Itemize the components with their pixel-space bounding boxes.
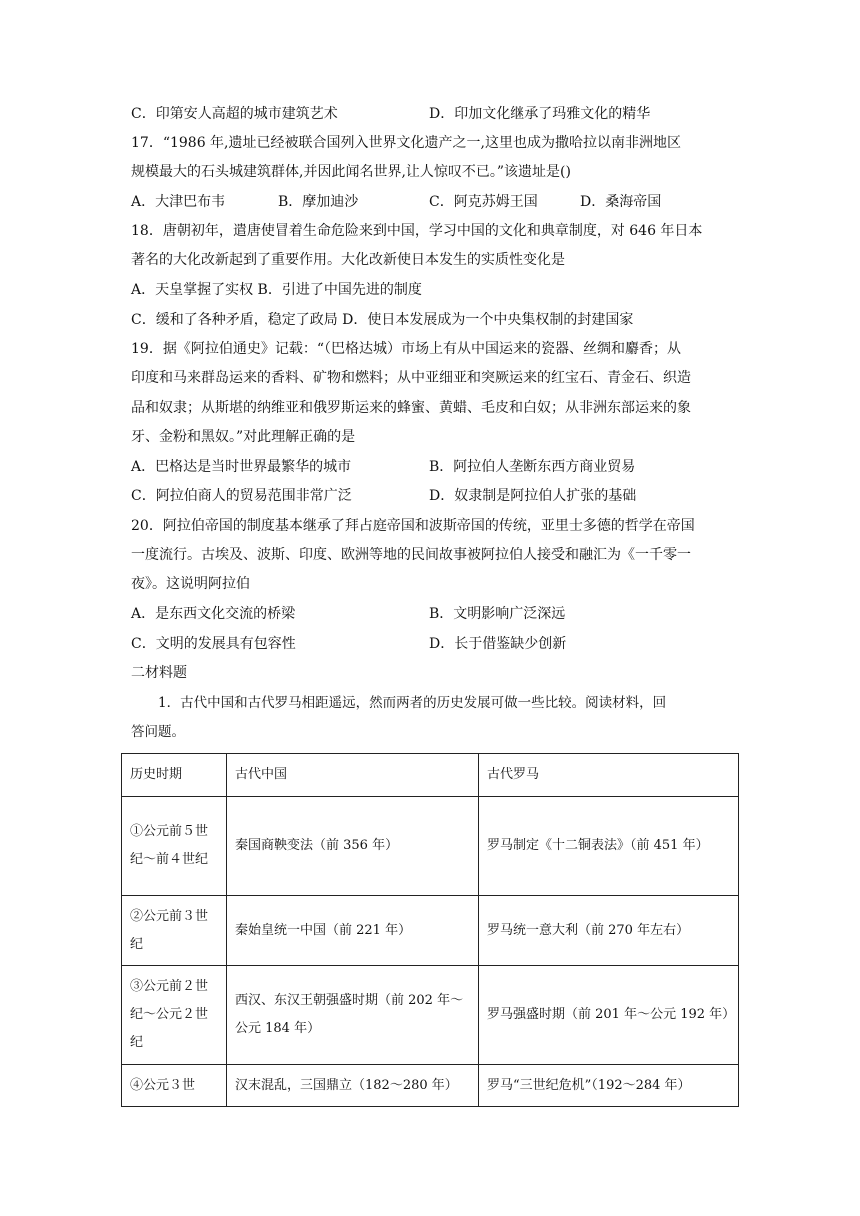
comparison-table: [121, 753, 739, 1107]
q20-stem-line-3: 夜》。这说明阿拉伯: [131, 576, 250, 592]
period-cell: ②公元前３世纪: [122, 896, 227, 966]
q19-option-b: B．阿拉伯人垄断东西方商业贸易: [429, 459, 636, 475]
q17-option-d: D．桑海帝国: [580, 194, 662, 210]
section-title: 二材料题: [131, 665, 187, 681]
table-row: [122, 966, 739, 1065]
q19-stem-line-2: 印度和马来群岛运来的香料、矿物和燃料；从中亚细亚和突厥运来的红宝石、青金石、织造: [131, 370, 691, 386]
period-cell: ④公元３世: [122, 1065, 227, 1107]
q20-option-c: C．文明的发展具有包容性: [131, 636, 296, 652]
header-rome: 古代罗马: [479, 754, 739, 797]
q19-stem-line-1: 19．据《阿拉伯通史》记载：“（巴格达城）市场上有从中国运来的瓷器、丝绸和麝香；从: [131, 341, 681, 357]
table-row: [122, 896, 739, 966]
material-line-1: 1．古代中国和古代罗马相距遥远，然而两者的历史发展可做一些比较。阅读材料，回: [158, 695, 667, 711]
q19-stem-line-4: 牙、金粉和黑奴。”对此理解正确的是: [131, 429, 356, 445]
table-row: [122, 1065, 739, 1107]
q20-stem-line-1: 20．阿拉伯帝国的制度基本继承了拜占庭帝国和波斯帝国的传统，亚里士多德的哲学在帝国: [131, 518, 695, 534]
period-cell: ③公元前２世纪～公元２世纪: [122, 966, 227, 1065]
header-china: 古代中国: [227, 754, 479, 797]
q19-option-d: D．奴隶制是阿拉伯人扩张的基础: [429, 488, 637, 504]
header-period: 历史时期: [122, 754, 227, 797]
rome-cell: 罗马制定《十二铜表法》（前 451 年）: [479, 797, 739, 896]
q19-option-c: C．阿拉伯商人的贸易范围非常广泛: [131, 488, 352, 504]
q18-stem-line-2: 著名的大化改新起到了重要作用。大化改新使日本发生的实质性变化是: [131, 252, 565, 268]
q19-option-a: A．巴格达是当时世界最繁华的城市: [131, 459, 352, 475]
q18-options-line-1: A．天皇掌握了实权 B．引进了中国先进的制度: [131, 282, 422, 298]
china-cell: 秦国商鞅变法（前 356 年）: [227, 797, 479, 896]
china-cell: 汉末混乱，三国鼎立（182～280 年）: [227, 1065, 479, 1107]
rome-cell: 罗马强盛时期（前 201 年～公元 192 年）: [479, 966, 739, 1065]
q17-stem-line-2: 规模最大的石头城建筑群体,并因此闻名世界,让人惊叹不已。”该遗址是(): [131, 164, 571, 180]
q18-options-line-2: C．缓和了各种矛盾，稳定了政局 D．使日本发展成为一个中央集权制的封建国家: [131, 312, 634, 328]
q18-stem-line-1: 18．唐朝初年，遣唐使冒着生命危险来到中国，学习中国的文化和典章制度，对 646 年日本: [131, 223, 703, 239]
q16-option-c: C．印第安人高超的城市建筑艺术: [131, 106, 338, 122]
q20-option-b: B．文明影响广泛深远: [429, 606, 566, 622]
period-cell: ①公元前５世纪～前４世纪: [122, 797, 227, 896]
q17-option-a: A．大津巴布韦: [131, 194, 226, 210]
china-cell: 秦始皇统一中国（前 221 年）: [227, 896, 479, 966]
table-header-row: [122, 754, 739, 797]
q17-stem-line-1: 17．“1986 年,遗址已经被联合国列入世界文化遗产之一,这里也成为撒哈拉以南非洲地区: [131, 135, 681, 151]
q17-option-b: B．摩加迪沙: [278, 194, 359, 210]
q20-option-a: A．是东西文化交流的桥梁: [131, 606, 296, 622]
q19-stem-line-3: 品和奴隶；从斯堪的纳维亚和俄罗斯运来的蜂蜜、黄蜡、毛皮和白奴；从非洲东部运来的象: [131, 400, 691, 416]
china-cell: 西汉、东汉王朝强盛时期（前 202 年～公元 184 年）: [227, 966, 479, 1065]
q16-option-d: D．印加文化继承了玛雅文化的精华: [429, 106, 651, 122]
q17-option-c: C．阿克苏姆王国: [429, 194, 538, 210]
material-line-2: 答问题。: [131, 724, 185, 740]
table-row: [122, 797, 739, 896]
q20-stem-line-2: 一度流行。古埃及、波斯、印度、欧洲等地的民间故事被阿拉伯人接受和融汇为《一千零一: [131, 547, 691, 563]
rome-cell: 罗马“三世纪危机”（192～284 年）: [479, 1065, 739, 1107]
q20-option-d: D．长于借鉴缺少创新: [429, 636, 567, 652]
rome-cell: 罗马统一意大利（前 270 年左右）: [479, 896, 739, 966]
